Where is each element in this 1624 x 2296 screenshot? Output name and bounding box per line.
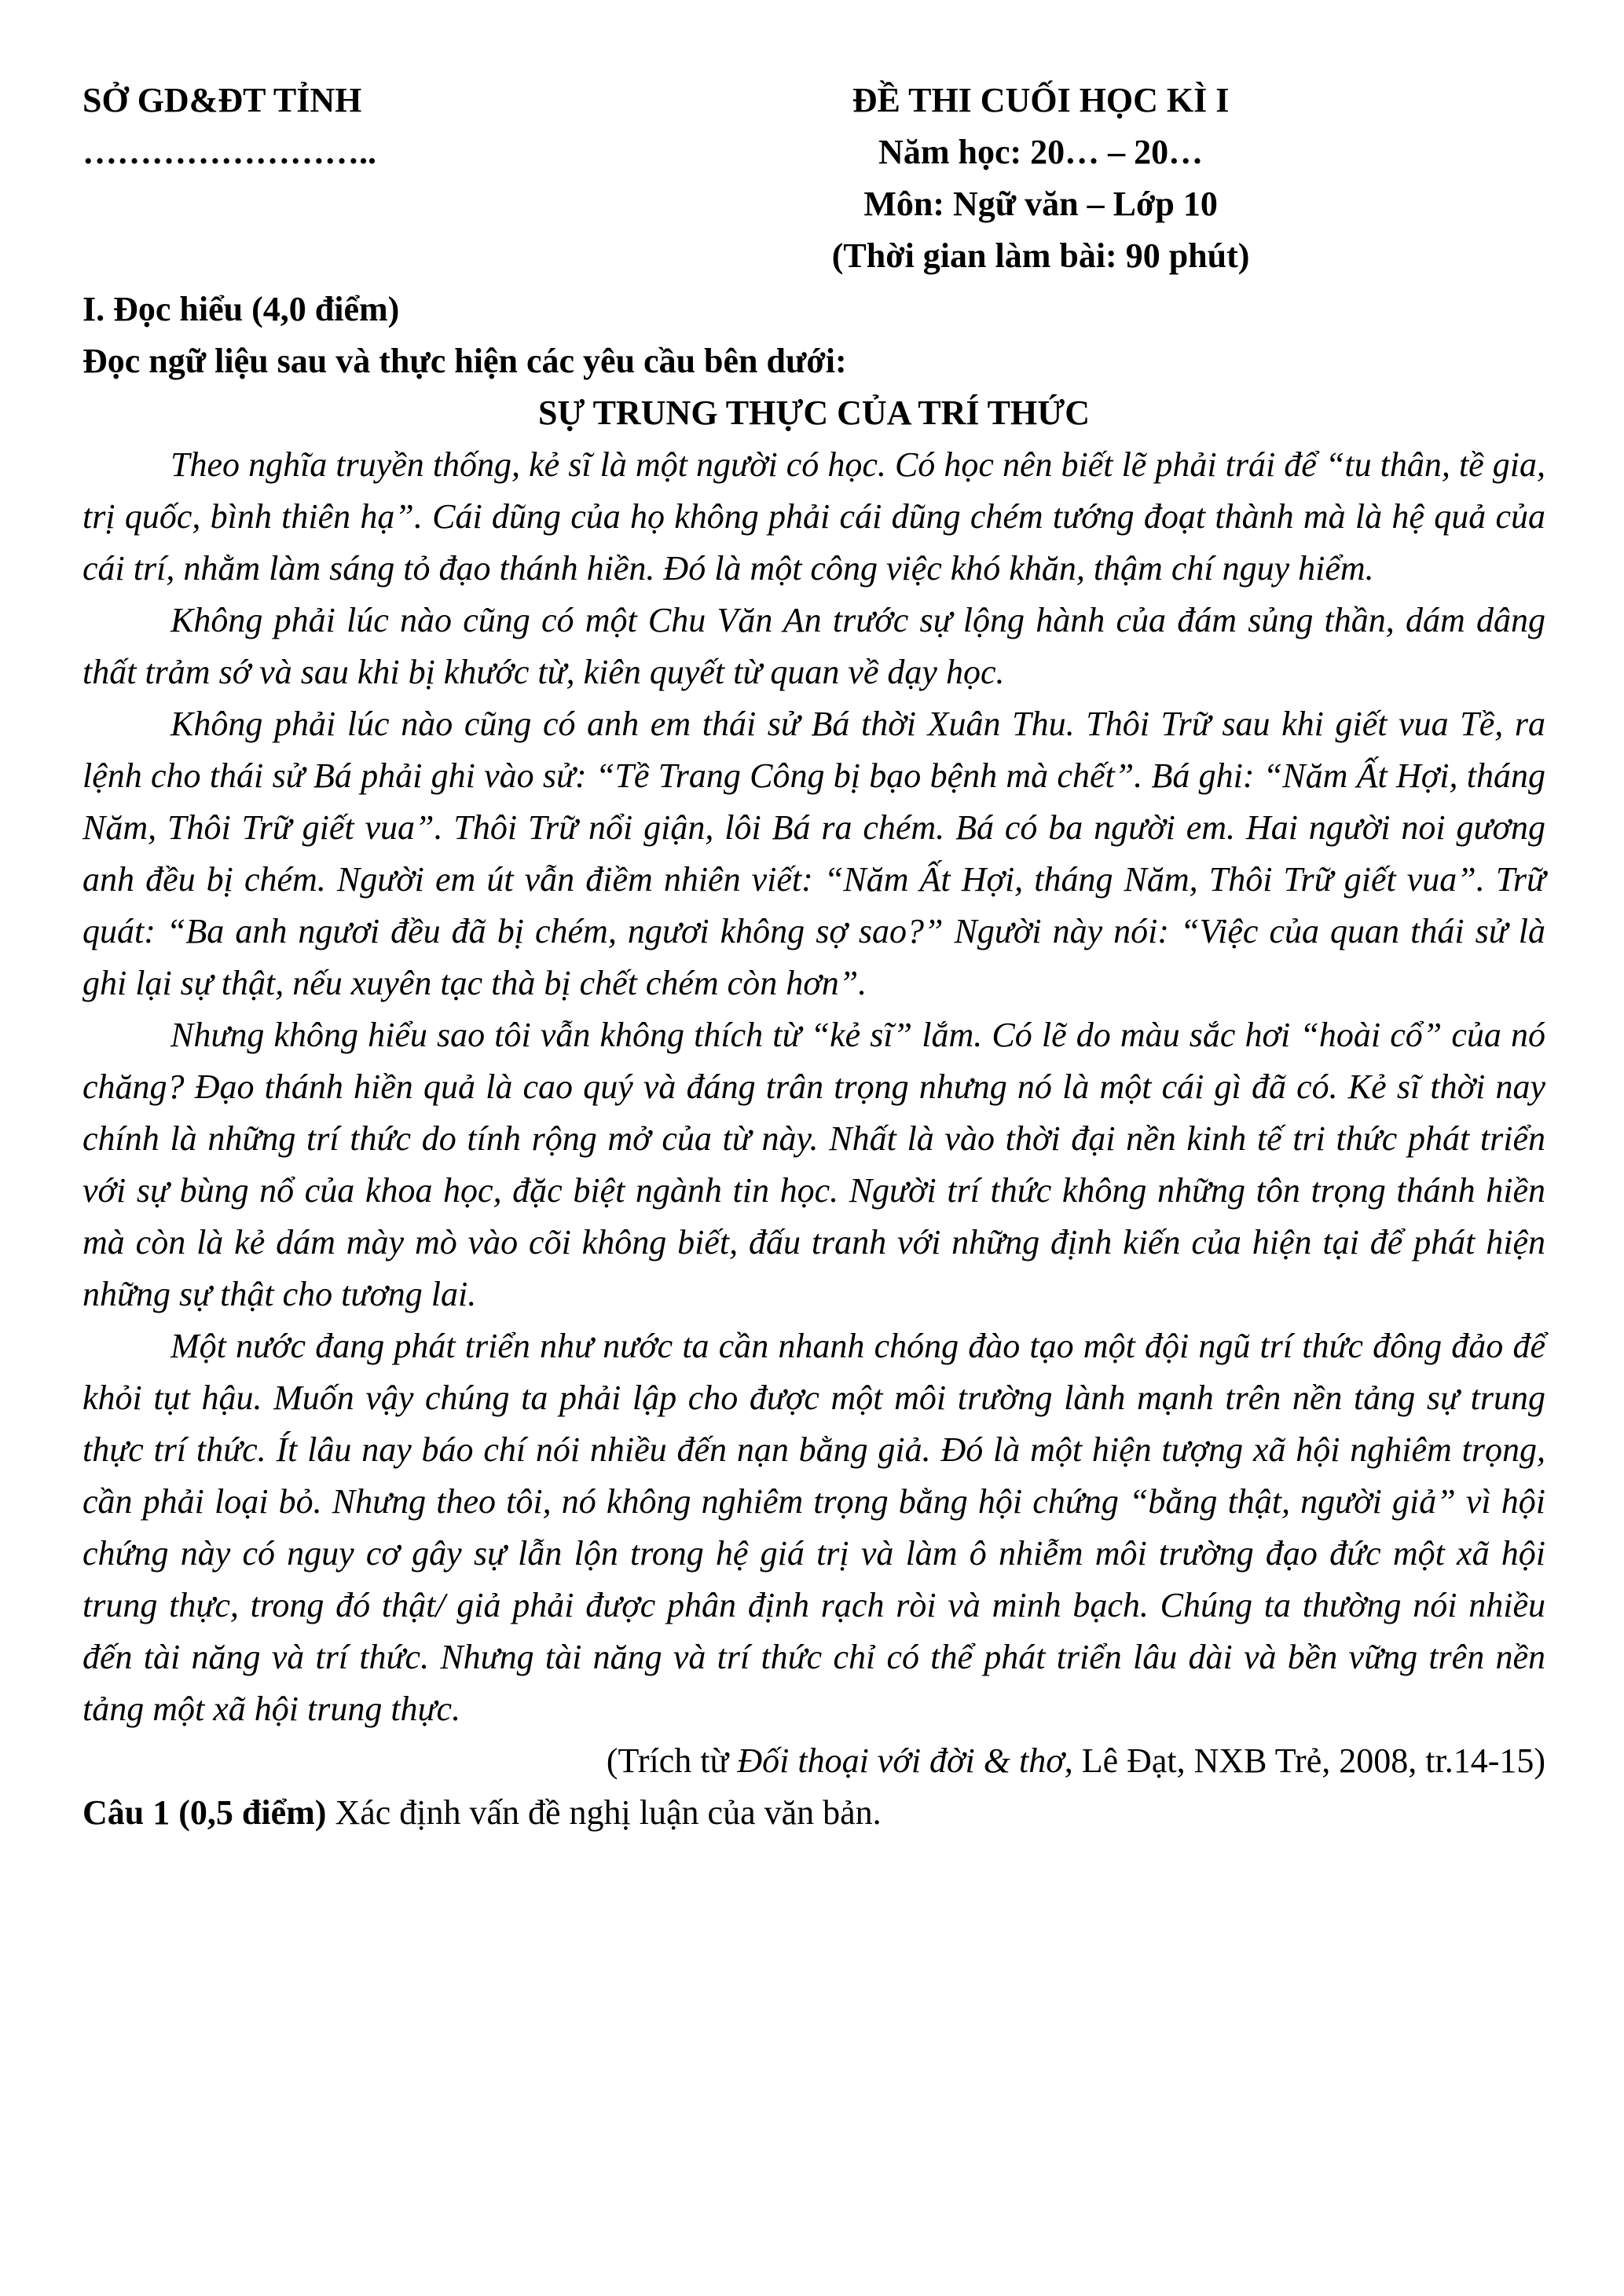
passage-paragraph: Không phải lúc nào cũng có một Chu Văn An trước sự lộng hành của đám sủng thần, dám dâng thất trảm sớ và sau khi bị khước từ, kiên quyết từ quan về dạy học. xyxy=(82,601,1545,691)
exam-duration: (Thời gian làm bài: 90 phút) xyxy=(831,236,1250,275)
question-1-label: Câu 1 (0,5 điểm) xyxy=(82,1793,327,1832)
reading-instruction: Đọc ngữ liệu sau và thực hiện các yêu cầu bên dưới: xyxy=(82,342,847,380)
passage-paragraph: Theo nghĩa truyền thống, kẻ sĩ là một người có học. Có học nên biết lẽ phải trái để “tu thân, tề gia, trị quốc, bình thiên hạ”. Cái dũng của họ không phải cái dũng chém tướng đoạt thành mà là hệ quả của cái trí, nhằm làm sáng tỏ đạo thánh hiền. Đó là một công việc khó khăn, thậm chí nguy hiểm. xyxy=(82,445,1545,588)
passage-title: SỰ TRUNG THỰC CỦA TRÍ THỨC xyxy=(537,394,1091,432)
citation-prefix: (Trích từ xyxy=(606,1741,738,1780)
exam-body xyxy=(82,284,1545,1839)
school-year: Năm học: 20… – 20… xyxy=(878,133,1204,171)
passage-paragraph: Nhưng không hiểu sao tôi vẫn không thích từ “kẻ sĩ” lắm. Có lẽ do màu sắc hơi “hoài cổ” của nó chăng? Đạo thánh hiền quả là cao quý và đáng trân trọng nhưng nó là một cái gì đã có. Kẻ sĩ thời nay chính là những trí thức do tính rộng mở của từ này. Nhất là vào thời đại nền kinh tế tri thức phát triển với sự bùng nổ của khoa học, đặc biệt ngành tin học. Người trí thức không những tôn trọng thánh hiền mà còn là kẻ dám mày mò vào cõi không biết, đấu tranh với những định kiến của hiện tại để phát hiện những sự thật cho tương lai. xyxy=(82,1016,1545,1313)
subject-grade: Môn: Ngữ văn – Lớp 10 xyxy=(863,185,1218,223)
question-1 xyxy=(82,1787,1545,1839)
passage-paragraph: Không phải lúc nào cũng có anh em thái sử Bá thời Xuân Thu. Thôi Trữ sau khi giết vua Tề, ra lệnh cho thái sử Bá phải ghi vào sử: “Tề Trang Công bị bạo bệnh mà chết”. Bá ghi: “Năm Ất Hợi, tháng Năm, Thôi Trữ giết vua”. Thôi Trữ nổi giận, lôi Bá ra chém. Bá có ba người em. Hai người noi gương anh đều bị chém. Người em út vẫn điềm nhiên viết: “Năm Ất Hợi, tháng Năm, Thôi Trữ giết vua”. Trữ quát: “Ba anh ngươi đều đã bị chém, ngươi không sợ sao?” Người này nói: “Việc của quan thái sử là ghi lại sự thật, nếu xuyên tạc thà bị chết chém còn hơn”. xyxy=(82,705,1545,1002)
exam-title-block xyxy=(697,75,1384,282)
citation-work-title: Đối thoại với đời & thơ xyxy=(737,1741,1065,1780)
exam-header xyxy=(82,75,1545,282)
issuer-block xyxy=(82,75,697,178)
question-1-text: Xác định vấn đề nghị luận của văn bản. xyxy=(326,1793,882,1832)
exam-title: ĐỀ THI CUỐI HỌC KÌ I xyxy=(852,81,1230,119)
issuer-dotted-line: …………………….. xyxy=(82,133,376,171)
citation-suffix: , Lê Đạt, NXB Trẻ, 2008, tr.14-15) xyxy=(1064,1741,1545,1780)
passage-citation xyxy=(82,1735,1545,1787)
passage-paragraph: Một nước đang phát triển như nước ta cần nhanh chóng đào tạo một đội ngũ trí thức đông đảo để khỏi tụt hậu. Muốn vậy chúng ta phải lập cho được một môi trường lành mạnh trên nền tảng sự trung thực trí thức. Ít lâu nay báo chí nói nhiều đến nạn bằng giả. Đó là một hiện tượng xã hội nghiêm trọng, cần phải loại bỏ. Nhưng theo tôi, nó không nghiêm trọng bằng hội chứng “bằng thật, người giả” vì hội chứng này có nguy cơ gây sự lẫn lộn trong hệ giá trị và làm ô nhiễm môi trường đạo đức một xã hội trung thực, trong đó thật/ giả phải được phân định rạch ròi và minh bạch. Chúng ta thường nói nhiều đến tài năng và trí thức. Nhưng tài năng và trí thức chỉ có thể phát triển lâu dài và bền vững trên nền tảng một xã hội trung thực. xyxy=(82,1327,1545,1728)
section-heading: I. Đọc hiểu (4,0 điểm) xyxy=(82,290,400,328)
issuer-name: SỞ GD&ĐT TỈNH xyxy=(82,81,362,119)
